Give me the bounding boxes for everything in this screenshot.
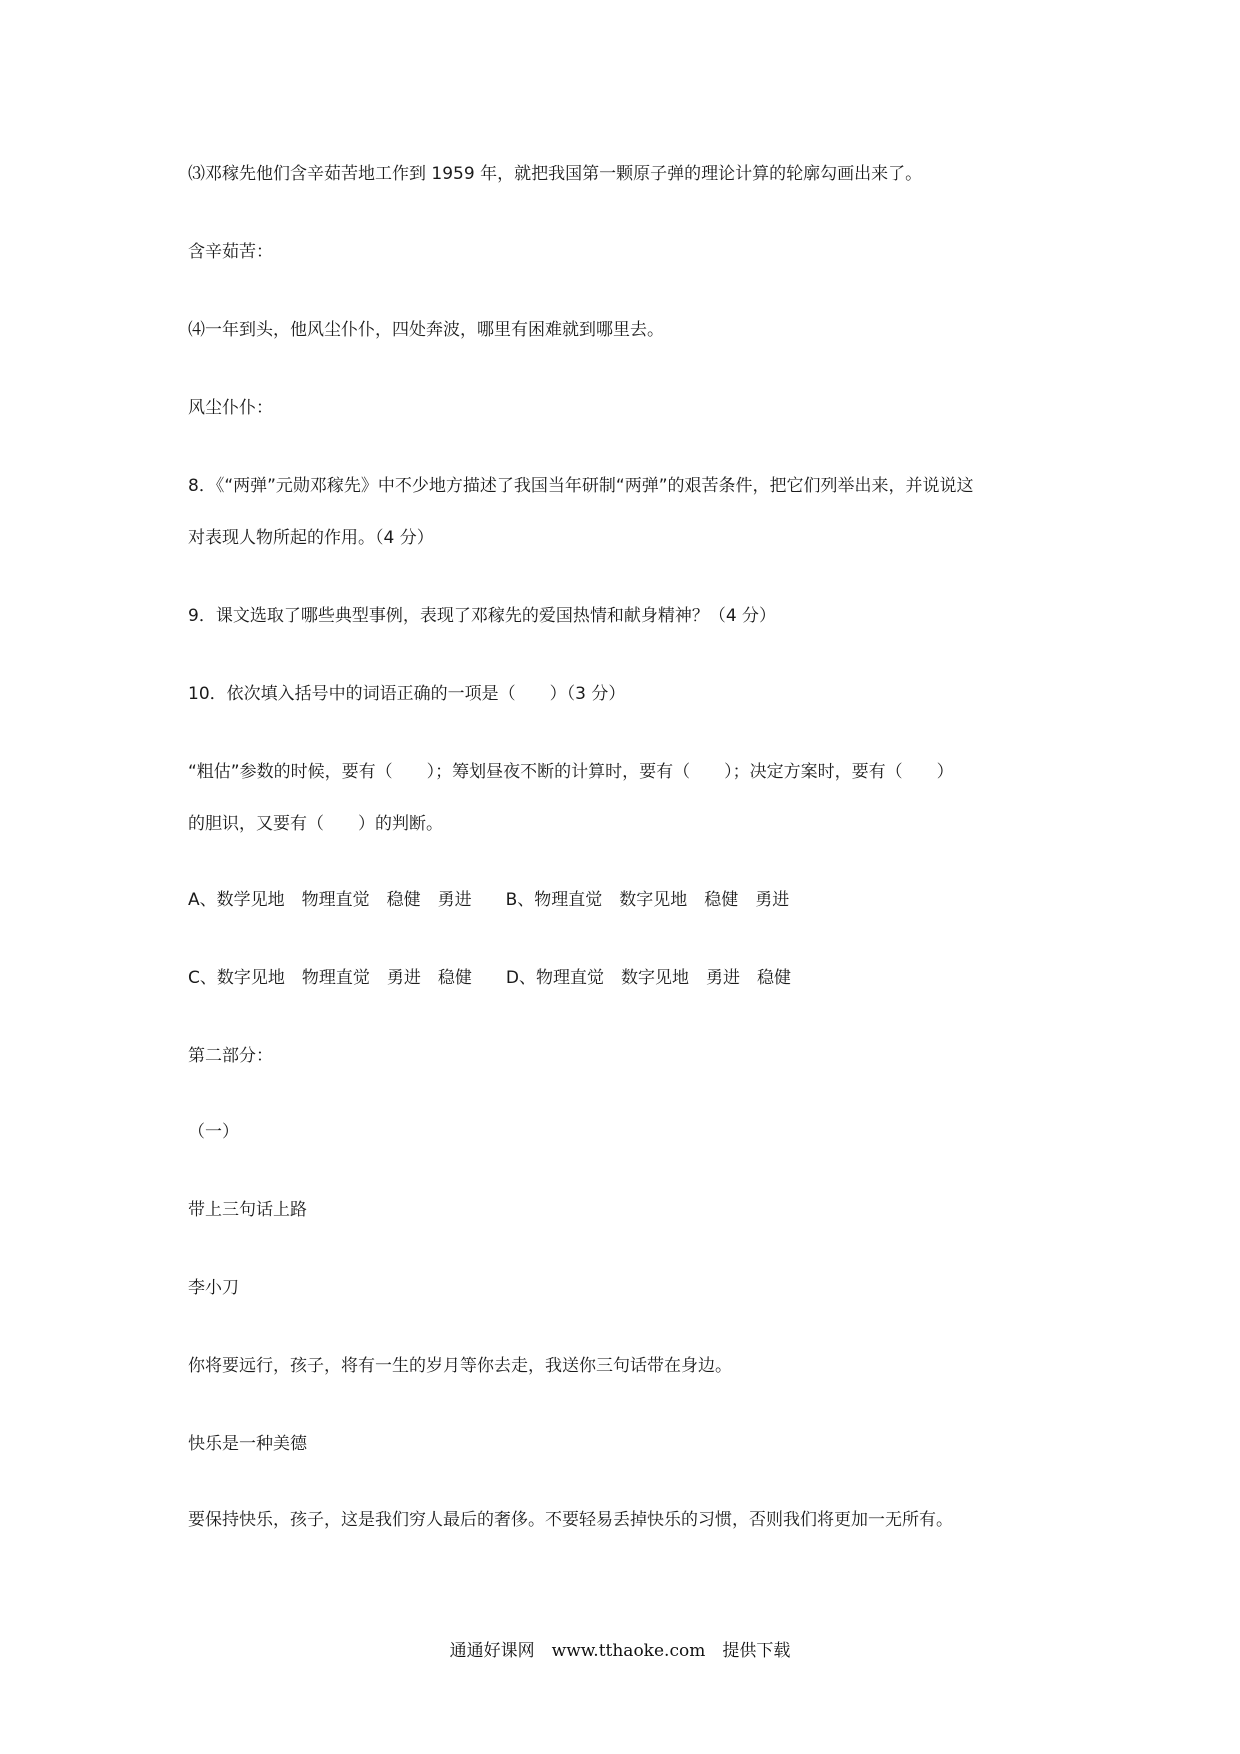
text-line-section-one: （一） [188, 1122, 239, 1142]
text-line-part2-heading: 第二部分： [188, 1046, 273, 1066]
text-line-q10-stem-b: 的胆识，又要有（ ）的判断。 [188, 814, 443, 834]
page-footer: 通通好课网 www.tthaoke.com 提供下载 [449, 1641, 791, 1661]
text-line-answer-label-2: 风尘仆仆： [188, 398, 273, 418]
text-line-q8-b: 对表现人物所起的作用。（4 分） [188, 528, 434, 548]
text-line-q9: 9．课文选取了哪些典型事例，表现了邓稼先的爱国热情和献身精神？（4 分） [188, 606, 777, 626]
text-line-q8-a: 8．《“两弹”元勋邓稼先》中不少地方描述了我国当年研制“两弹”的艰苦条件，把它们列举出来，并说说这 [188, 476, 974, 496]
text-line-article-author: 李小刀 [188, 1278, 239, 1298]
text-line-q10-stem-a: “粗估”参数的时候，要有（ ）；筹划昼夜不断的计算时，要有（ ）；决定方案时，要有（ ） [188, 762, 954, 782]
text-line-article-title: 带上三句话上路 [188, 1200, 307, 1220]
text-line-answer-label-1: 含辛茹苦： [188, 242, 273, 262]
text-line-q10-options-ab: A、数学见地 物理直觉 稳健 勇进 B、物理直觉 数字见地 稳健 勇进 [188, 890, 790, 910]
text-line-article-subheading: 快乐是一种美德 [188, 1434, 307, 1454]
text-line-article-p1: 你将要远行，孩子，将有一生的岁月等你去走，我送你三句话带在身边。 [188, 1356, 732, 1376]
text-line-q10: 10．依次填入括号中的词语正确的一项是（ ）（3 分） [188, 684, 626, 704]
text-line-article-p2: 要保持快乐，孩子，这是我们穷人最后的奢侈。不要轻易丢掉快乐的习惯，否则我们将更加一无所有。 [188, 1510, 953, 1530]
text-line-q10-options-cd: C、数字见地 物理直觉 勇进 稳健 D、物理直觉 数字见地 勇进 稳健 [188, 968, 791, 988]
text-line-q7-3: ⑶邓稼先他们含辛茹苦地工作到 1959 年，就把我国第一颗原子弹的理论计算的轮廓勾画出来了。 [188, 164, 923, 184]
text-line-q7-4: ⑷一年到头，他风尘仆仆，四处奔波，哪里有困难就到哪里去。 [188, 320, 664, 340]
